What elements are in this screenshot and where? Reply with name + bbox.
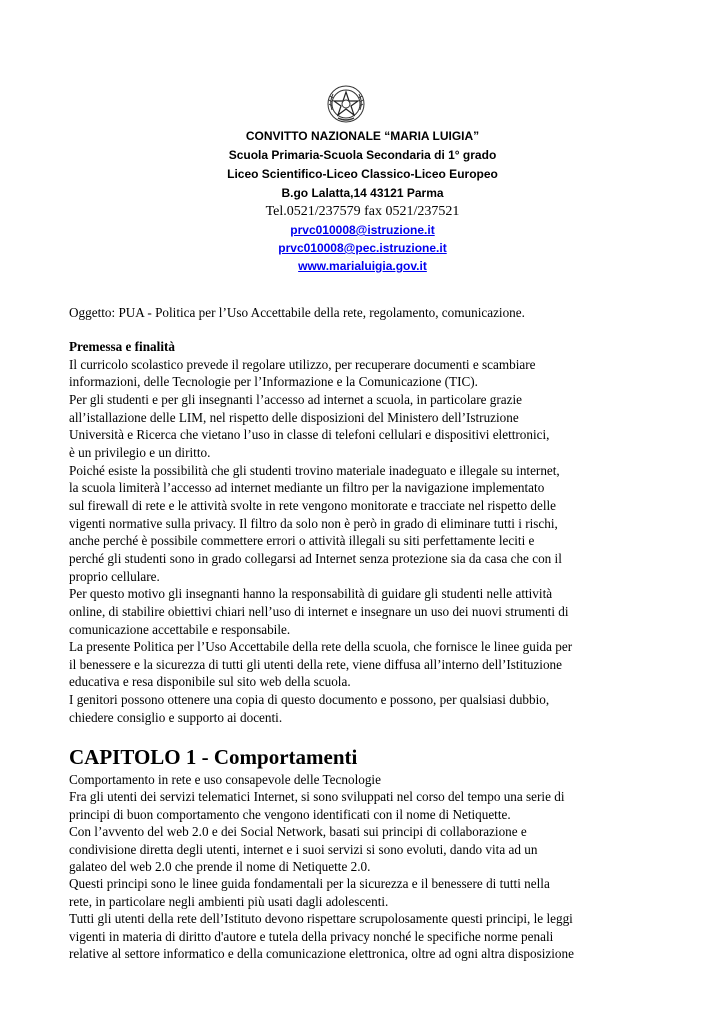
paragraph-line: online, di stabilire obiettivi chiari nell’uso di internet e insegnare un uso dei nuovi strumenti di: [69, 603, 569, 619]
school-pec-link[interactable]: prvc010008@pec.istruzione.it: [278, 241, 447, 255]
paragraph-line: vigenti in materia di diritto d'autore e tutela della privacy nonché le specifiche norme penali: [69, 928, 554, 944]
paragraph-line: Il curricolo scolastico prevede il regolare utilizzo, per recuperare documenti e scambiare: [69, 356, 536, 372]
school-website-link[interactable]: www.marialuigia.gov.it: [298, 259, 427, 273]
school-email-link[interactable]: prvc010008@istruzione.it: [290, 223, 435, 237]
paragraph-line: Comportamento in rete e uso consapevole delle Tecnologie: [69, 772, 381, 787]
paragraph-line: condivisione diretta degli utenti, internet e i suoi servizi si sono evoluti, dando vita ad un: [69, 841, 538, 857]
paragraph-line: I genitori possono ottenere una copia di questo documento e possono, per qualsiasi dubbio,: [69, 692, 550, 708]
paragraph-line: all’istallazione delle LIM, nel rispetto delle disposizioni del Ministero dell’Istruzione: [69, 409, 519, 425]
school-levels-line: Scuola Primaria-Scuola Secondaria di 1° grado: [228, 148, 497, 162]
paragraph-line: proprio cellulare.: [69, 568, 160, 584]
paragraph-line: vigenti normative sulla privacy. Il filtro da solo non è però in grado di eliminare tutti i rischi,: [69, 515, 558, 531]
paragraph-line: galateo del web 2.0 che prende il nome di Netiquette 2.0.: [69, 859, 371, 875]
paragraph-line: Università e Ricerca che vietano l’uso in classe di telefoni cellulari e dispositivi elettronici,: [69, 427, 550, 443]
paragraph-line: Per questo motivo gli insegnanti hanno la responsabilità di guidare gli studenti nelle attività: [69, 586, 553, 602]
school-header: [0, 127, 725, 275]
section-title: Premessa e finalità: [69, 339, 175, 354]
paragraph-line: informazioni, delle Tecnologie per l’Informazione e la Comunicazione (TIC).: [69, 374, 478, 390]
paragraph-line: comunicazione accettabile e responsabile.: [69, 621, 291, 637]
paragraph-line: è un privilegio e un diritto.: [69, 444, 211, 460]
italian-republic-emblem-icon: [326, 84, 366, 124]
paragraph-line: Poiché esiste la possibilità che gli studenti trovino materiale inadeguato e illegale su internet,: [69, 462, 560, 478]
paragraph-line: Questi principi sono le linee guida fondamentali per la sicurezza e il benessere di tutti nella: [69, 876, 550, 892]
paragraph-line: rete, in particolare negli ambienti più usati dagli adolescenti.: [69, 893, 389, 909]
premessa-section: [69, 338, 589, 726]
paragraph-line: chiedere consiglio e supporto ai docenti.: [69, 709, 283, 725]
paragraph-line: relative al settore informatico e della comunicazione elettronica, oltre ad ogni altra disposizione: [69, 946, 574, 962]
school-address: B.go Lalatta,14 43121 Parma: [281, 186, 444, 200]
paragraph-line: la scuola limiterà l’accesso ad internet mediante un filtro per la navigazione implementato: [69, 480, 545, 496]
school-phone-fax: Tel.0521/237579 fax 0521/237521: [265, 204, 460, 219]
paragraph-line: Fra gli utenti dei servizi telematici Internet, si sono sviluppati nel corso del tempo una serie di: [69, 789, 565, 805]
school-lyceums-line: Liceo Scientifico-Liceo Classico-Liceo Europeo: [227, 167, 498, 181]
paragraph-line: La presente Politica per l’Uso Accettabile della rete della scuola, che fornisce le linee guida per: [69, 639, 573, 655]
paragraph-line: Tutti gli utenti della rete dell’Istituto devono rispettare scrupolosamente questi principi, le leggi: [69, 911, 573, 927]
chapter-1-body: [69, 771, 589, 962]
chapter-title: CAPITOLO 1 - Comportamenti: [69, 745, 358, 769]
paragraph-line: sul firewall di rete e le attività svolte in rete vengono monitorate e tracciate nel rispetto delle: [69, 497, 557, 513]
paragraph-line: anche perché è possibile commettere errori o attività illegali su siti perfettamente leciti e: [69, 533, 535, 549]
paragraph-line: perché gli studenti sono in grado collegarsi ad Internet senza protezione sia da casa che con il: [69, 550, 562, 566]
document-subject: Oggetto: PUA - Politica per l’Uso Accettabile della rete, regolamento, comunicazione.: [69, 305, 525, 320]
paragraph-line: educativa e resa disponibile sul sito web della scuola.: [69, 674, 351, 690]
paragraph-line: Con l’avvento del web 2.0 e dei Social Network, basati sui principi di collaborazione e: [69, 824, 527, 840]
paragraph-line: Per gli studenti e per gli insegnanti l’accesso ad internet a scuola, in particolare grazie: [69, 391, 522, 407]
paragraph-line: il benessere e la sicurezza di tutti gli utenti della rete, viene diffusa all’interno dell’Istituzione: [69, 656, 563, 672]
school-name: CONVITTO NAZIONALE “MARIA LUIGIA”: [245, 129, 480, 143]
paragraph-line: principi di buon comportamento che vengono identificati con il nome di Netiquette.: [69, 806, 511, 822]
